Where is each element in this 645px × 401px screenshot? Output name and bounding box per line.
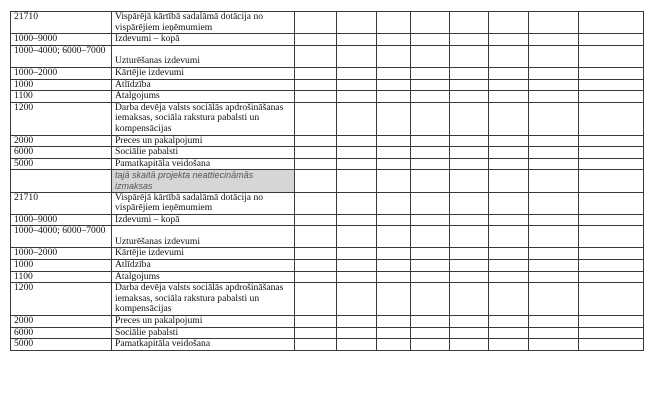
value-cell [579,158,644,170]
value-cell [450,327,489,339]
budget-code-cell: 1000 [11,260,112,272]
value-cell [295,327,337,339]
value-cell [337,158,377,170]
value-cell [377,158,411,170]
value-cell [489,283,529,316]
table-row [11,45,644,67]
value-cell [295,45,337,67]
value-cell [450,248,489,260]
table-row [11,91,644,103]
value-cell [411,170,450,192]
value-cell [529,316,579,328]
value-cell [377,339,411,351]
budget-description-cell: Darba devēja valsts sociālās apdrošināšanas iemaksas, sociāla rakstura pabalsti un kompensācijas [112,102,295,135]
value-cell [579,316,644,328]
value-cell [529,147,579,159]
table-row [11,12,644,34]
budget-code-cell: 1000–9000 [11,34,112,46]
value-cell [295,339,337,351]
budget-description-cell: Kārtējie izdevumi [112,248,295,260]
value-cell [295,283,337,316]
value-cell [450,316,489,328]
table-row [11,248,644,260]
value-cell [377,45,411,67]
value-cell [450,260,489,272]
budget-code-cell: 5000 [11,158,112,170]
value-cell [295,170,337,192]
budget-description-cell: Pamatkapitāla veidošana [112,339,295,351]
value-cell [489,316,529,328]
value-cell [489,192,529,214]
budget-description-cell: Uzturēšanas izdevumi [112,45,295,67]
budget-description-cell: Atlīdzība [112,260,295,272]
value-cell [295,12,337,34]
value-cell [450,339,489,351]
table-row [11,135,644,147]
value-cell [450,170,489,192]
value-cell [450,226,489,248]
value-cell [337,102,377,135]
budget-description-cell: Kārtējie izdevumi [112,67,295,79]
value-cell [377,271,411,283]
value-cell [377,135,411,147]
value-cell [411,283,450,316]
value-cell [489,248,529,260]
budget-description-cell: Sociālie pabalsti [112,327,295,339]
value-cell [489,271,529,283]
value-cell [295,316,337,328]
value-cell [377,67,411,79]
value-cell [411,102,450,135]
budget-code-cell: 6000 [11,147,112,159]
value-cell [337,34,377,46]
value-cell [377,147,411,159]
budget-code-cell: 1200 [11,102,112,135]
value-cell [489,135,529,147]
budget-description-cell: Atlīdzība [112,79,295,91]
note-cell: tajā skaitā projekta neattiecināmās izmaksas [112,170,295,192]
value-cell [489,226,529,248]
value-cell [450,79,489,91]
value-cell [489,79,529,91]
budget-code-cell: 1200 [11,283,112,316]
budget-code-cell: 1100 [11,91,112,103]
table-row [11,260,644,272]
value-cell [411,192,450,214]
value-cell [377,12,411,34]
value-cell [579,283,644,316]
value-cell [529,226,579,248]
budget-code-cell [11,170,112,192]
value-cell [377,91,411,103]
value-cell [579,248,644,260]
budget-code-cell: 6000 [11,327,112,339]
value-cell [337,260,377,272]
value-cell [450,283,489,316]
value-cell [295,158,337,170]
value-cell [489,91,529,103]
value-cell [295,79,337,91]
value-cell [337,214,377,226]
value-cell [295,102,337,135]
value-cell [579,147,644,159]
value-cell [411,260,450,272]
value-cell [579,339,644,351]
budget-description-cell: Izdevumi – kopā [112,214,295,226]
budget-description-cell: Preces un pakalpojumi [112,316,295,328]
value-cell [450,91,489,103]
value-cell [450,135,489,147]
value-cell [529,12,579,34]
table-row [11,34,644,46]
value-cell [295,192,337,214]
budget-code-cell: 21710 [11,12,112,34]
value-cell [529,170,579,192]
value-cell [411,12,450,34]
budget-code-cell: 1000 [11,79,112,91]
value-cell [295,34,337,46]
value-cell [529,67,579,79]
value-cell [450,34,489,46]
value-cell [579,34,644,46]
budget-description-cell: Uzturēšanas izdevumi [112,226,295,248]
value-cell [489,67,529,79]
value-cell [295,91,337,103]
value-cell [411,271,450,283]
value-cell [579,271,644,283]
value-cell [377,170,411,192]
budget-description-cell: Atalgojums [112,91,295,103]
value-cell [377,327,411,339]
value-cell [579,91,644,103]
value-cell [489,45,529,67]
value-cell [295,226,337,248]
value-cell [337,192,377,214]
table-row [11,192,644,214]
value-cell [489,147,529,159]
value-cell [411,248,450,260]
value-cell [377,316,411,328]
value-cell [337,135,377,147]
value-cell [377,214,411,226]
value-cell [377,248,411,260]
value-cell [450,214,489,226]
value-cell [450,271,489,283]
value-cell [529,339,579,351]
value-cell [450,158,489,170]
table-row [11,170,644,192]
value-cell [337,283,377,316]
budget-code-cell: 21710 [11,192,112,214]
value-cell [529,214,579,226]
value-cell [377,260,411,272]
budget-description-cell: Vispārējā kārtībā sadalāmā dotācija no vispārējiem ieņēmumiem [112,12,295,34]
value-cell [377,34,411,46]
value-cell [489,170,529,192]
value-cell [337,316,377,328]
value-cell [295,147,337,159]
budget-code-cell: 1000–9000 [11,214,112,226]
budget-description-cell: Atalgojums [112,271,295,283]
value-cell [377,226,411,248]
value-cell [579,327,644,339]
value-cell [295,271,337,283]
value-cell [529,102,579,135]
budget-code-cell: 2000 [11,316,112,328]
value-cell [377,102,411,135]
value-cell [411,327,450,339]
value-cell [579,79,644,91]
value-cell [295,260,337,272]
value-cell [450,147,489,159]
value-cell [489,327,529,339]
value-cell [529,248,579,260]
table-row [11,158,644,170]
table-row [11,102,644,135]
value-cell [337,147,377,159]
budget-table [10,11,644,351]
value-cell [450,67,489,79]
table-row [11,147,644,159]
value-cell [529,260,579,272]
value-cell [337,91,377,103]
value-cell [337,12,377,34]
value-cell [337,45,377,67]
value-cell [411,91,450,103]
table-body [11,12,644,351]
value-cell [337,79,377,91]
value-cell [295,135,337,147]
budget-description-cell: Sociālie pabalsti [112,147,295,159]
value-cell [579,170,644,192]
value-cell [411,34,450,46]
value-cell [377,192,411,214]
table-row [11,226,644,248]
value-cell [529,45,579,67]
value-cell [411,214,450,226]
budget-description-cell: Darba devēja valsts sociālās apdrošināšanas iemaksas, sociāla rakstura pabalsti un kompensācijas [112,283,295,316]
budget-description-cell: Izdevumi – kopā [112,34,295,46]
value-cell [411,226,450,248]
budget-code-cell: 1000–4000; 6000–7000 [11,226,112,248]
value-cell [411,147,450,159]
budget-description-cell: Preces un pakalpojumi [112,135,295,147]
value-cell [529,327,579,339]
value-cell [411,79,450,91]
value-cell [529,79,579,91]
budget-description-cell: Vispārējā kārtībā sadalāmā dotācija no vispārējiem ieņēmumiem [112,192,295,214]
table-row [11,339,644,351]
value-cell [377,79,411,91]
value-cell [411,67,450,79]
value-cell [579,226,644,248]
table-row [11,327,644,339]
budget-code-cell: 2000 [11,135,112,147]
value-cell [411,158,450,170]
value-cell [579,192,644,214]
value-cell [337,67,377,79]
value-cell [337,339,377,351]
value-cell [489,12,529,34]
budget-code-cell: 1000–4000; 6000–7000 [11,45,112,67]
value-cell [489,102,529,135]
value-cell [529,192,579,214]
value-cell [450,102,489,135]
value-cell [529,271,579,283]
table-row [11,316,644,328]
value-cell [295,248,337,260]
value-cell [450,192,489,214]
value-cell [579,135,644,147]
value-cell [337,327,377,339]
value-cell [529,91,579,103]
budget-description-cell: Pamatkapitāla veidošana [112,158,295,170]
value-cell [579,102,644,135]
value-cell [377,283,411,316]
value-cell [337,248,377,260]
table-row [11,67,644,79]
budget-code-cell: 1000–2000 [11,67,112,79]
budget-code-cell: 1000–2000 [11,248,112,260]
table-row [11,271,644,283]
value-cell [411,316,450,328]
value-cell [529,135,579,147]
value-cell [337,170,377,192]
value-cell [450,45,489,67]
value-cell [489,34,529,46]
value-cell [579,214,644,226]
value-cell [489,214,529,226]
value-cell [579,260,644,272]
value-cell [529,34,579,46]
value-cell [411,339,450,351]
value-cell [579,12,644,34]
value-cell [489,339,529,351]
value-cell [337,226,377,248]
value-cell [411,45,450,67]
value-cell [529,158,579,170]
value-cell [579,67,644,79]
value-cell [489,158,529,170]
value-cell [450,12,489,34]
table-row [11,79,644,91]
table-row [11,214,644,226]
value-cell [295,67,337,79]
value-cell [337,271,377,283]
value-cell [489,260,529,272]
budget-code-cell: 5000 [11,339,112,351]
value-cell [579,45,644,67]
value-cell [411,135,450,147]
table-row [11,283,644,316]
value-cell [529,283,579,316]
value-cell [295,214,337,226]
budget-code-cell: 1100 [11,271,112,283]
